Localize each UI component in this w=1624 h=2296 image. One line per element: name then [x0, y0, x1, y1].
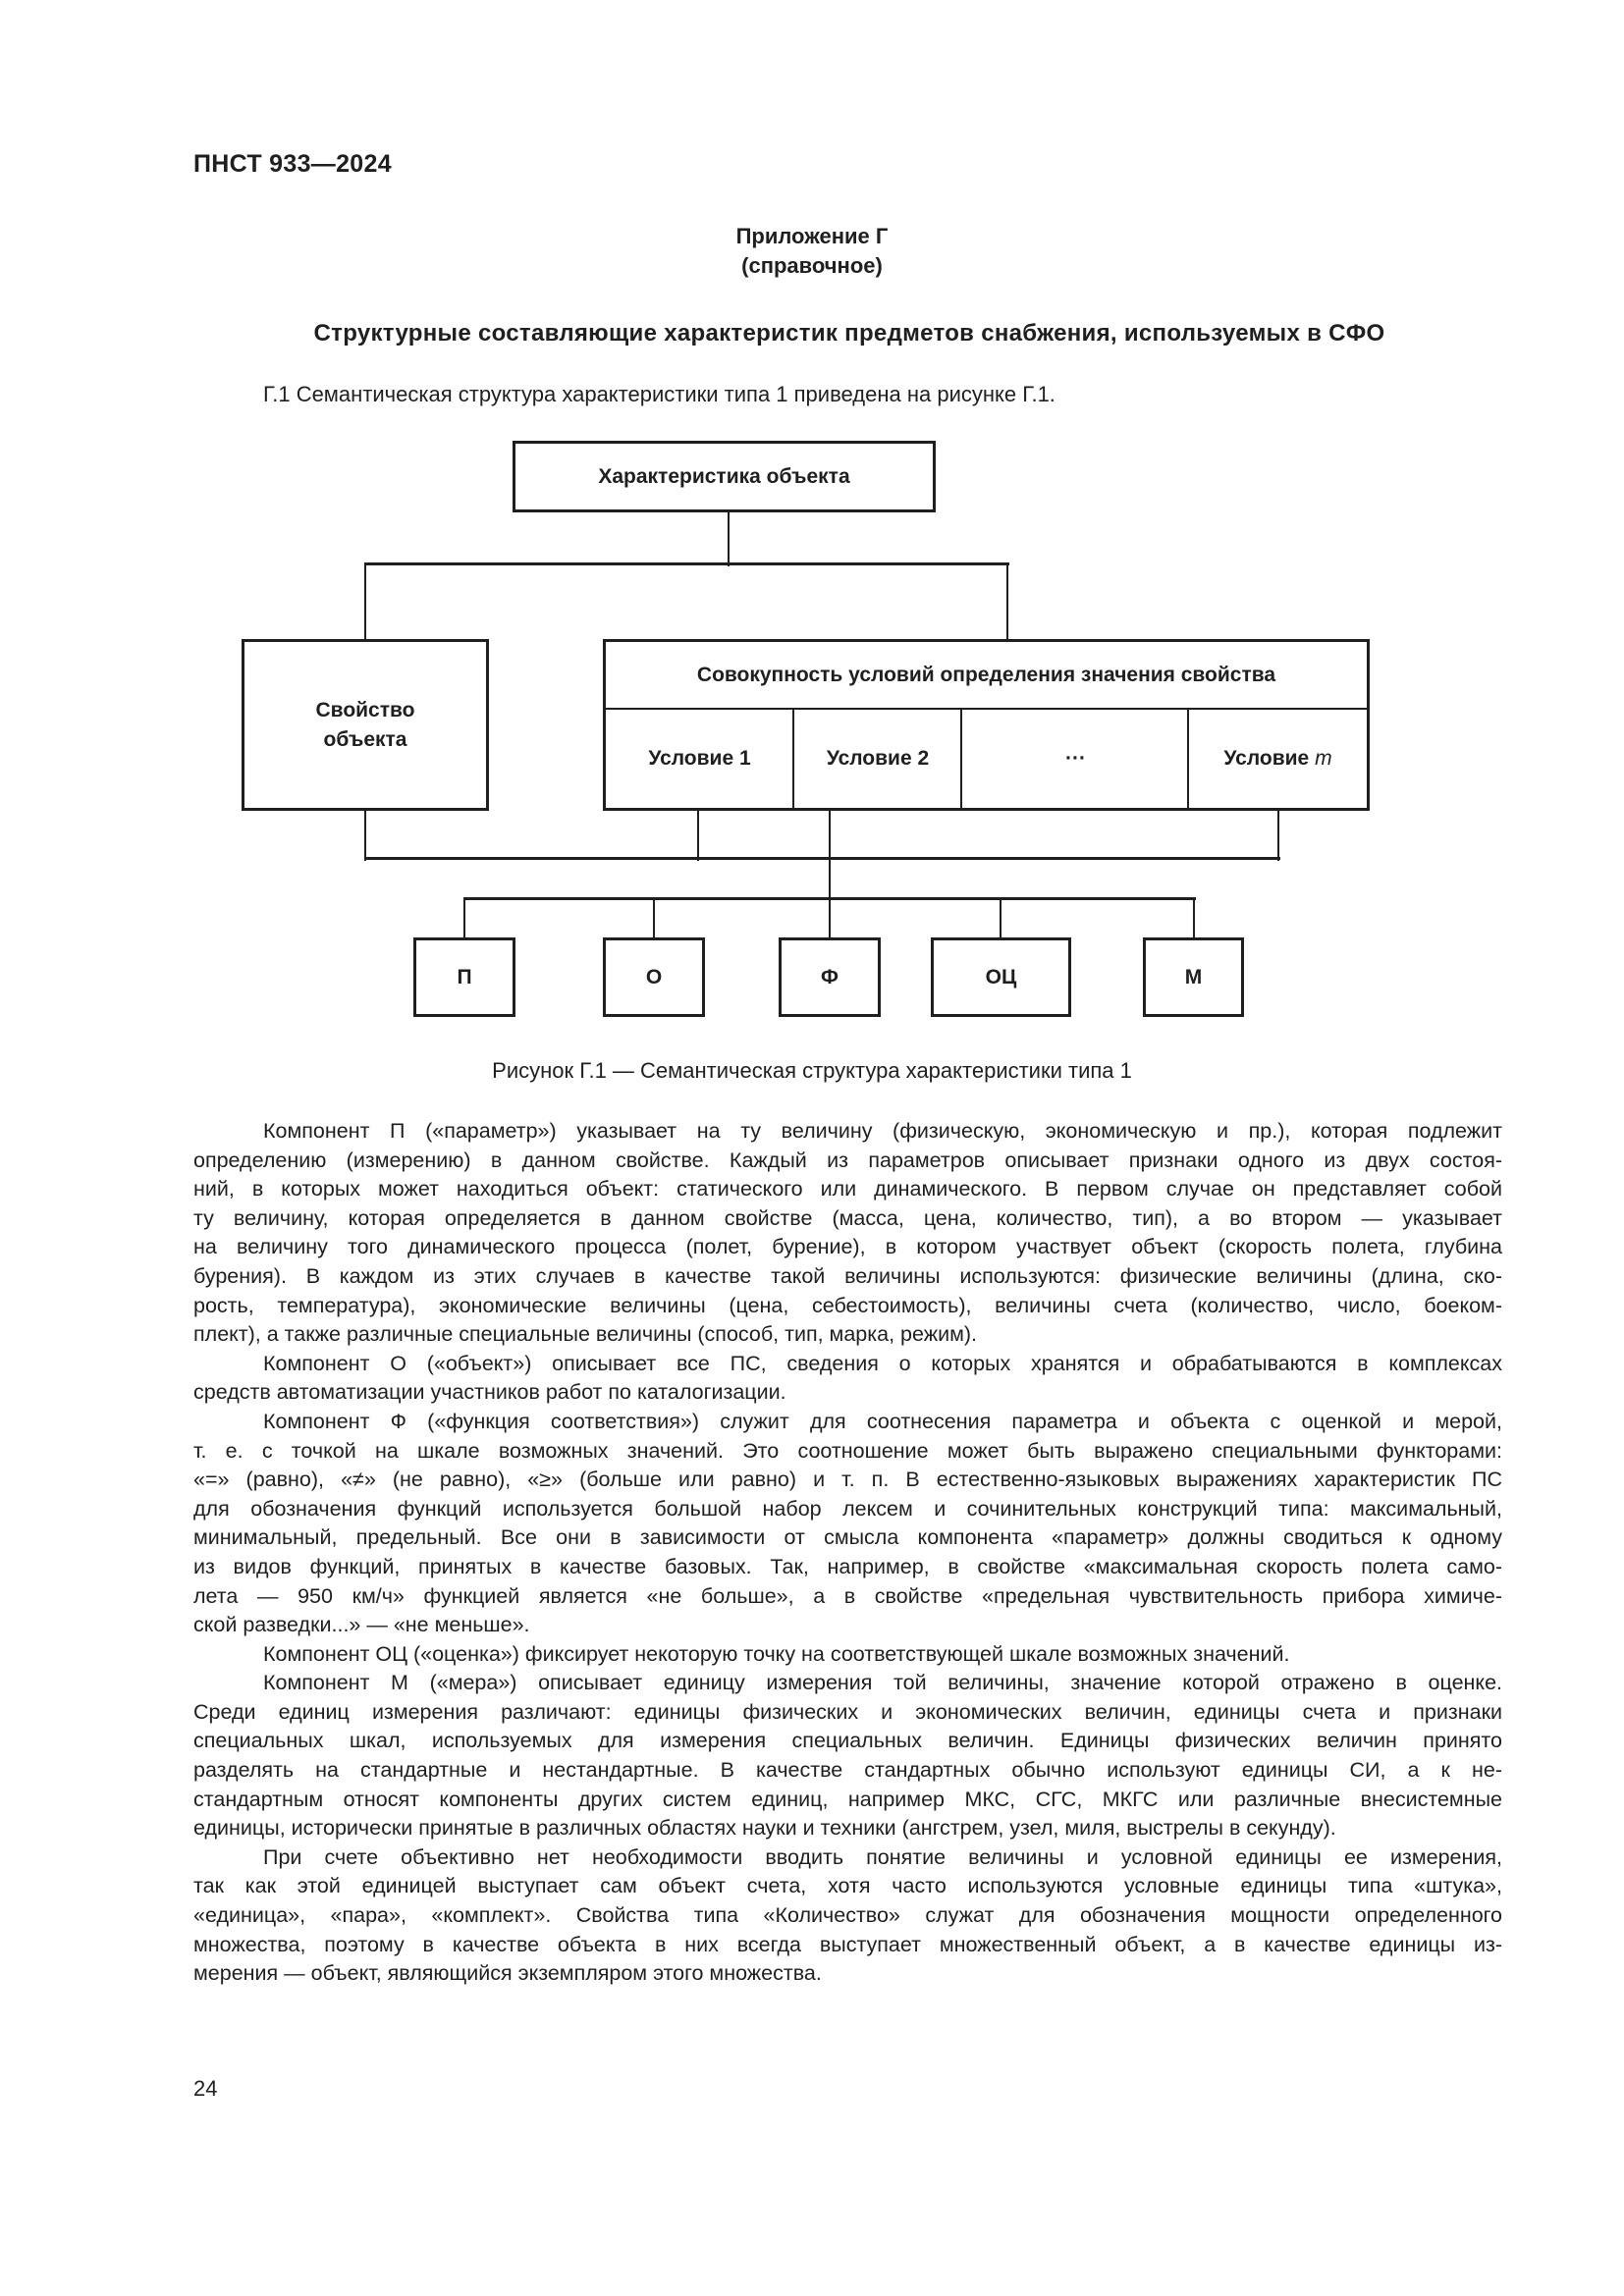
text-line: Компонент П («параметр») указывает на ту величину (физическую, экономическую и пр.), которая подлежит	[263, 1119, 1502, 1143]
connector-conditionm-down	[1277, 810, 1279, 861]
text-line: из видов функций, принятых в качестве базовых. Так, например, в свойстве «максимальная скорость полета само-	[193, 1554, 1502, 1578]
property-box	[242, 639, 489, 811]
connector-drop-m	[1193, 899, 1195, 939]
annex-type: (справочное)	[741, 253, 883, 278]
annex-title: Структурные составляющие характеристик предметов снабжения, используемых в СФО	[313, 320, 1385, 347]
text-line: ской разведки...» — «не меньше».	[193, 1613, 530, 1637]
text-line: средств автоматизации участников работ по каталогизации.	[193, 1380, 786, 1405]
text-line: «=» (равно), «≠» (не равно), «≥» (больше или равно) и т. п. В естественно-языковых выражениях характеристик ПС	[193, 1468, 1502, 1492]
condition-cell	[606, 710, 793, 808]
condition-label: Условие 1	[648, 747, 751, 770]
connector-drop-oc	[1000, 899, 1001, 939]
component-label: О	[645, 965, 663, 988]
text-line: Компонент О («объект») описывает все ПС, сведения о которых хранятся и обрабатываются в комплексах	[263, 1351, 1502, 1375]
text-line: разделять на стандартные и нестандартные. В качестве стандартных обычно используют единицы СИ, а к не-	[193, 1758, 1502, 1783]
connector-drop-conditions	[1006, 564, 1008, 641]
connector-root-stem	[728, 511, 730, 566]
text-line: минимальный, предельный. Все они в зависимости от смысла компонента «параметр» должны сводиться к одному	[193, 1525, 1502, 1550]
component-box-oc	[931, 937, 1071, 1017]
connector-components-bar	[463, 897, 1196, 900]
text-line: плект), а также различные специальные величины (способ, тип, марка, режим).	[193, 1322, 978, 1347]
component-box-o	[603, 937, 705, 1017]
connector-property-down	[364, 810, 366, 861]
text-line: Среди единиц измерения различают: единицы физических и экономических величин, единицы счета и признаки	[193, 1699, 1502, 1724]
conditions-header-label: Совокупность условий определения значения свойства	[696, 663, 1276, 686]
text-line: При счете объективно нет необходимости вводить понятие величины и условной единицы ее измерения,	[263, 1844, 1502, 1869]
component-label: ОЦ	[985, 965, 1017, 988]
condition-cell-ellipsis	[960, 710, 1189, 808]
text-line: для обозначения функций используется большой набор лексем и сочинительных конструкций типа: максимальный,	[193, 1496, 1502, 1521]
text-line: Компонент ОЦ («оценка») фиксирует некоторую точку на соответствующей шкале возможных значений.	[263, 1641, 1290, 1666]
text-line: лета — 950 км/ч» функцией является «не больше», а в свойстве «предельная чувствительность прибора химиче-	[193, 1583, 1502, 1608]
component-box-p	[413, 937, 515, 1017]
property-label-line2: объекта	[323, 727, 407, 751]
page-number: 24	[193, 2076, 218, 2101]
connector-drop-p	[463, 899, 465, 939]
property-label-line1: Свойство	[315, 698, 415, 721]
text-line: множества, поэтому в качестве объекта в них всегда выступает множественный объект, а в качестве единицы из-	[193, 1932, 1502, 1956]
text-line: стандартным относят компоненты других систем единиц, например МКС, СГС, МКГС или различные внесистемные	[193, 1787, 1502, 1811]
conditions-header	[606, 642, 1367, 710]
text-line: определению (измерению) в данном свойстве. Каждый из параметров описывает признаки одного из двух состоя-	[193, 1148, 1502, 1172]
text-line: так как этой единицей выступает сам объект счета, хотя часто используются условные единицы типа «штука»,	[193, 1874, 1502, 1898]
text-line: на величину того динамического процесса (полет, бурение), в котором участвует объект (скорость полета, глубина	[193, 1235, 1502, 1259]
connector-condition2-down	[829, 810, 831, 861]
connector-middle-bar	[364, 857, 1280, 860]
text-line: Компонент Ф («функция соответствия») служит для соотнесения параметра и объекта с оценкой и мерой,	[263, 1409, 1502, 1433]
condition-cell	[792, 710, 961, 808]
text-line: ту величину, которая определяется в данном свойстве (масса, цена, количество, тип), а во втором — указывает	[193, 1205, 1502, 1230]
component-box-m	[1143, 937, 1244, 1017]
text-line: рость, температура), экономические величины (цена, себестоимость), величины счета (количество, число, боеком-	[193, 1293, 1502, 1317]
connector-condition1-down	[697, 810, 699, 861]
intro-paragraph: Г.1 Семантическая структура характеристики типа 1 приведена на рисунке Г.1.	[263, 382, 1056, 406]
text-line: единицы, исторически принятые в различных областях науки и техники (ангстрем, узел, миля, выстрелы в секунду).	[193, 1816, 1336, 1841]
text-line: ний, в которых может находиться объект: статического или динамического. В первом случае он представляет собой	[193, 1177, 1502, 1201]
text-line: Компонент М («мера») описывает единицу измерения той величины, значение которой отражено в оценке.	[263, 1671, 1502, 1695]
component-label: Ф	[821, 965, 839, 988]
condition-index-m: m	[1315, 747, 1332, 770]
connector-drop-property	[364, 564, 366, 641]
text-line: «единица», «пара», «комплект». Свойства типа «Количество» служат для обозначения мощности определенного	[193, 1903, 1502, 1928]
text-line: т. е. с точкой на шкале возможных значений. Это соотношение может быть выражено специальными функторами:	[193, 1438, 1502, 1463]
conditions-group	[603, 639, 1370, 811]
component-box-f	[779, 937, 881, 1017]
root-label: Характеристика объекта	[598, 464, 850, 488]
condition-label: Условие	[1223, 747, 1316, 770]
ellipsis-label: ···	[1065, 747, 1086, 770]
text-line: бурения). В каждом из этих случаев в качестве такой величины используются: физические величины (длина, ско-	[193, 1263, 1502, 1288]
text-line: специальных шкал, используемых для измерения специальных величин. Единицы физических величин принято	[193, 1729, 1502, 1753]
component-label: П	[457, 965, 472, 988]
body-text	[193, 1117, 1502, 1989]
annex-label: Приложение Г	[735, 224, 889, 248]
document-id: ПНСТ 933—2024	[193, 150, 392, 178]
figure-caption: Рисунок Г.1 — Семантическая структура характеристики типа 1	[492, 1058, 1132, 1083]
root-box	[513, 441, 936, 512]
connector-drop-o	[653, 899, 655, 939]
condition-label: Условие 2	[826, 747, 930, 770]
text-line: мерения — объект, являющийся экземпляром этого множества.	[193, 1961, 822, 1986]
condition-cell	[1187, 710, 1367, 808]
connector-top-bar	[364, 562, 1009, 565]
component-label: М	[1184, 965, 1203, 988]
